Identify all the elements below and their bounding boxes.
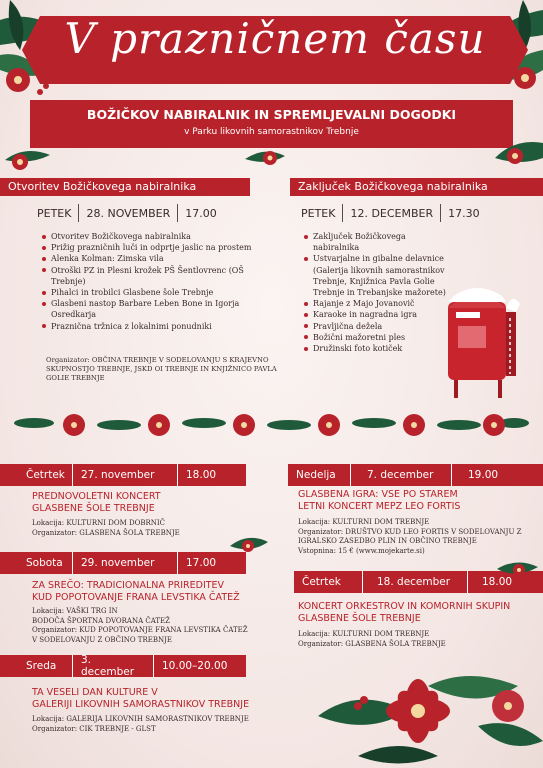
event-title [298, 601, 543, 624]
opening-dateline [30, 204, 224, 222]
event-title [32, 580, 292, 603]
event-title [32, 687, 292, 710]
event-info-line: Organizator: GLASBENA ŠOLA TREBNJE [298, 639, 446, 648]
event-info-line: Vstopnina: 15 € (www.mojekarte.si) [298, 546, 425, 555]
event-title-line: KUD POPOTOVANJE FRANA LEVSTIKA ČATEŽ [32, 591, 240, 603]
event-info [32, 607, 282, 645]
opening-heading: Otvoritev Božičkovega nabiralnika [0, 178, 250, 196]
event-info [32, 715, 292, 734]
event-info-line: Organizator: KUD POPOTOVANJE FRANA LEVSTIKA ČATEŽ [32, 626, 248, 634]
mailbox-icon [440, 282, 522, 400]
opening-date: 28. NOVEMBER [86, 206, 171, 220]
holly-small-icon [240, 144, 300, 174]
holly-small-icon [495, 555, 540, 585]
event-title-line: KONCERT ORKESTROV IN KOMORNIH SKUPIN [298, 601, 511, 612]
list-item: Glasbeni nastop Barbare Leben Bone in Igorja Osredkarja [40, 298, 280, 320]
event-day: Četrtek [26, 469, 65, 481]
event-info-line: BODOČA ŠPORTNA DVORANA ČATEŽ [32, 616, 171, 625]
event-info-line: Lokacija: KULTURNI DOM TREBNJE [298, 518, 430, 526]
event-info-line: V SODELOVANJU Z OBČINO TREBNJE [32, 635, 173, 644]
page-title: V prazničnem času [64, 14, 486, 63]
event-title-line: ZA SREČO: TRADICIONALNA PRIREDITEV [32, 580, 225, 591]
event-day: Nedelja [296, 469, 336, 481]
list-item: Pihalci in trobilci Glasbene šole Trebnje [40, 287, 280, 298]
event-title-line: GLASBENE ŠOLE TREBNJE [298, 612, 421, 624]
event-info-line: IGRALSKO ZASEDBO PLIN IN OBČINO TREBNJE [298, 537, 477, 545]
event-date: 7. december [367, 469, 434, 481]
list-item: Prižig prazničnih luči in odprtje jaslic na prostem [40, 242, 280, 253]
closing-program-list [302, 231, 452, 354]
list-item: Družinski foto kotiček [302, 343, 452, 354]
list-item: Karaoke in nagradna igra [302, 309, 452, 320]
event-time: 17.00 [186, 557, 217, 569]
event-time: 18.00 [186, 469, 217, 481]
event-info-line: Organizator: CIK TREBNJE - GLST [32, 724, 156, 733]
list-item: Božični mažoretni ples [302, 332, 452, 343]
event-time: 18.00 [482, 576, 513, 588]
event-title-line: TA VESELI DAN KULTURE V [32, 687, 158, 698]
event-title-line: LETNI KONCERT MEPZ LEO FORTIS [298, 500, 461, 512]
list-item: Rajanje z Majo Jovanovič [302, 298, 452, 309]
closing-day: PETEK [301, 206, 336, 220]
poinsettia-garland-icon [14, 405, 529, 445]
event-bar [0, 655, 246, 677]
event-date: 27. november [81, 469, 155, 481]
poinsettia-corner-icon [298, 656, 543, 768]
list-item: Alenka Kolman: Zimska vila [40, 253, 280, 264]
event-bar [0, 464, 246, 486]
event-day: Četrtek [302, 576, 341, 588]
event-info [298, 630, 538, 649]
event-date: 3. december [81, 654, 135, 678]
event-title-line: GLASBENA IGRA: VSE PO STAREM [298, 489, 458, 500]
event-info-line: Lokacija: VAŠKI TRG IN [32, 607, 118, 615]
opening-time: 17.00 [185, 206, 217, 220]
closing-heading: Zaključek Božičkovega nabiralnika [290, 178, 543, 196]
event-info [298, 518, 538, 556]
event-time: 10.00–20.00 [162, 660, 228, 672]
subtitle: BOŽIČKOV NABIRALNIK IN SPREMLJEVALNI DOGODKI [86, 107, 457, 122]
event-title-line: GLASBENE ŠOLE TREBNJE [32, 502, 155, 514]
event-info-line: Lokacija: KULTURNI DOM DOBRNIČ [32, 519, 166, 527]
list-item: Otvoritev Božičkovega nabiralnika [40, 231, 280, 242]
opening-program-list [40, 231, 280, 332]
closing-date: 12. DECEMBER [350, 206, 434, 220]
event-time: 19.00 [468, 469, 499, 481]
event-bar [0, 552, 246, 574]
event-title [32, 491, 282, 514]
event-title [298, 489, 538, 512]
event-date: 29. november [81, 557, 155, 569]
list-item: Praznična tržnica z lokalnimi ponudniki [40, 321, 280, 332]
closing-time: 17.30 [448, 206, 480, 220]
location-line: v Parku likovnih samorastnikov Trebnje [184, 127, 359, 137]
holly-small-icon [470, 128, 543, 178]
list-item: Zaključek Božičkovega nabiralnika [302, 231, 452, 253]
holly-small-icon [228, 530, 272, 562]
event-info-line: Lokacija: KULTURNI DOM TREBNJE [298, 630, 430, 638]
event-info-line: Lokacija: GALERIJA LIKOVNIH SAMORASTNIKOV TREBNJE [32, 715, 249, 723]
event-title-line: GALERIJI LIKOVNIH SAMORASTNIKOV TREBNJE [32, 698, 250, 710]
opening-day: PETEK [37, 206, 72, 220]
event-date: 18. december [377, 576, 451, 588]
list-item: Ustvarjalne in gibalne delavnice (Galerija likovnih samorastnikov Trebnje, Knjižnica Pavla Golie Trebnje in Trebanjske mažorete) [302, 253, 452, 298]
event-day: Sobota [26, 557, 63, 569]
opening-organizer: Organizator: OBČINA TREBNJE V SODELOVANJU S KRAJEVNO SKUPNOSTJO TREBNJE, JSKD OI TREBNJE IN KNJIŽNICO PAVLA GOLIE TREBNJE [46, 356, 277, 382]
event-bar [288, 464, 543, 486]
event-day: Sreda [26, 660, 57, 672]
list-item: Pravljična dežela [302, 321, 452, 332]
event-info-line: Organizator: GLASBENA ŠOLA TREBNJE [32, 528, 180, 537]
event-title-line: PREDNOVOLETNI KONCERT [32, 491, 161, 502]
list-item: Otroški PZ in Plesni krožek PŠ Šentlovrenc (OŠ Trebnje) [40, 265, 280, 287]
holly-small-icon [0, 140, 70, 180]
closing-dateline [294, 204, 487, 222]
event-info-line: Organizator: DRUŠTVO KUD LEO FORTIS V SODELOVANJU Z [298, 527, 522, 536]
